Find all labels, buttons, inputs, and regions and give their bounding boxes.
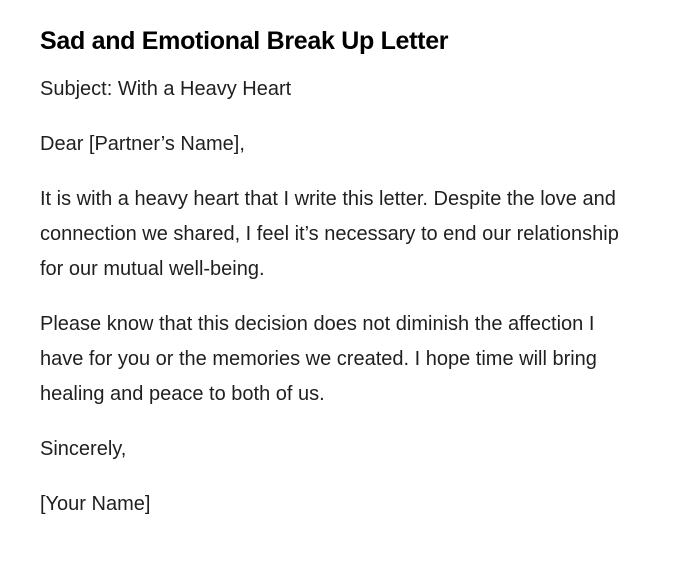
letter-signature: [Your Name]: [40, 493, 151, 515]
letter-paragraph: Please know that this decision does not diminish the affection I have for you or the memories we created. I hope time will bring healing and peace to both of us.: [40, 313, 597, 405]
letter-closing: Sincerely,: [40, 438, 127, 460]
letter-salutation: Dear [Partner’s Name],: [40, 133, 245, 155]
letter-subject: Subject: With a Heavy Heart: [40, 78, 292, 100]
letter-paragraph: It is with a heavy heart that I write this letter. Despite the love and connection we shared, I feel it’s necessary to end our relationship for our mutual well-being.: [40, 188, 619, 280]
letter-title: Sad and Emotional Break Up Letter: [40, 27, 449, 55]
